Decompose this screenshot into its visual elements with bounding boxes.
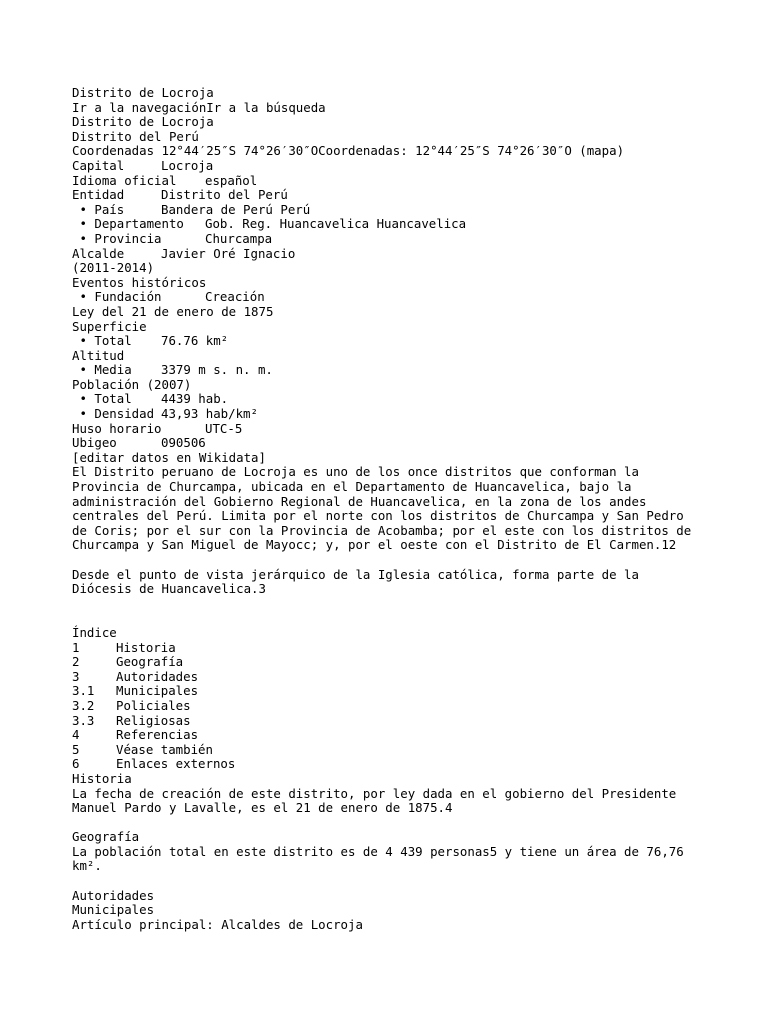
row-huso	[72, 422, 712, 437]
row-value[interactable]: Locroja	[161, 157, 214, 173]
toc-item[interactable]	[72, 684, 712, 699]
section-heading: Geografía	[72, 829, 140, 845]
subsection-heading: Municipales	[72, 902, 155, 918]
toc-number: 5	[72, 741, 80, 757]
row-label: • País	[72, 201, 125, 217]
text-line: Desde el punto de vista jerárquico de la Iglesia católica, forma parte de la	[72, 566, 639, 582]
row-value[interactable]: Churcampa	[205, 230, 273, 246]
row-value[interactable]: Bandera de Perú Perú	[161, 201, 311, 217]
church-paragraph	[72, 568, 712, 597]
infobox	[72, 115, 712, 465]
coordinates[interactable]: Coordenadas 12°44′25″S 74°26′30″OCoordenadas: 12°44′25″S 74°26′30″O (mapa)	[72, 143, 625, 159]
toc-item[interactable]	[72, 757, 712, 772]
toc-title: Índice	[72, 624, 117, 640]
row-label: • Departamento	[72, 216, 184, 232]
toc-label[interactable]: Municipales	[116, 683, 199, 699]
toc-number: 1	[72, 639, 80, 655]
row-value: 76.76 km²	[161, 333, 229, 349]
intro-paragraph	[72, 465, 712, 553]
toc-item[interactable]	[72, 743, 712, 758]
page-title: Distrito de Locroja	[72, 85, 214, 100]
text-line: km².	[72, 858, 102, 874]
document-body	[72, 86, 712, 932]
row-label: Ubigeo	[72, 435, 117, 451]
skip-nav-links[interactable]: Ir a la navegaciónIr a la búsqueda	[72, 99, 326, 115]
toc-item[interactable]	[72, 655, 712, 670]
text-line: Provincia de Churcampa, ubicada en el Departamento de Huancavelica, bajo la	[72, 479, 632, 495]
toc-label[interactable]: Autoridades	[116, 668, 199, 684]
row-pais	[72, 203, 712, 218]
poblacion-heading: Población (2007)	[72, 376, 192, 392]
altitud-heading: Altitud	[72, 347, 125, 363]
infobox-type: Distrito del Perú	[72, 128, 199, 144]
row-label: Capital	[72, 157, 125, 173]
toc-number: 4	[72, 727, 80, 743]
toc-label[interactable]: Enlaces externos	[116, 756, 236, 772]
row-departamento	[72, 217, 712, 232]
toc-label[interactable]: Referencias	[116, 727, 199, 743]
toc-item[interactable]	[72, 670, 712, 685]
spacer	[72, 816, 712, 831]
toc-label[interactable]: Véase también	[116, 741, 213, 757]
row-value: Javier Oré Ignacio	[161, 245, 296, 261]
row-label: • Provincia	[72, 230, 162, 246]
alcalde-period: (2011-2014)	[72, 260, 155, 276]
row-label: • Media	[72, 362, 132, 378]
toc-item[interactable]	[72, 728, 712, 743]
text-line: Diócesis de Huancavelica.3	[72, 581, 266, 597]
row-densidad	[72, 407, 712, 422]
toc-item[interactable]	[72, 714, 712, 729]
toc-label[interactable]: Historia	[116, 639, 176, 655]
toc-number: 3.1	[72, 683, 95, 699]
spacer	[72, 553, 712, 568]
row-value: Creación	[205, 289, 265, 305]
row-idioma	[72, 174, 712, 189]
row-poblacion-total	[72, 392, 712, 407]
row-label: • Densidad	[72, 406, 155, 422]
spacer	[72, 874, 712, 889]
toc-label[interactable]: Geografía	[116, 654, 184, 670]
toc-item[interactable]	[72, 699, 712, 714]
superficie-heading: Superficie	[72, 318, 147, 334]
spacer	[72, 597, 712, 626]
row-superficie-total	[72, 334, 712, 349]
section-heading: Historia	[72, 770, 132, 786]
toc-number: 3	[72, 668, 80, 684]
eventos-heading: Eventos históricos	[72, 274, 207, 290]
text-line: Manuel Pardo y Lavalle, es el 21 de enero de 1875.4	[72, 800, 453, 816]
row-label: Alcalde	[72, 245, 125, 261]
text-line: administración del Gobierno Regional de Huancavelica, en la zona de los andes	[72, 493, 647, 509]
row-alcalde	[72, 247, 712, 262]
text-line: centrales del Perú. Limita por el norte con los distritos de Churcampa y San Pedro	[72, 508, 684, 524]
table-of-contents	[72, 626, 712, 772]
text-line: El Distrito peruano de Locroja es uno de los once distritos que conforman la	[72, 464, 639, 480]
text-line: La fecha de creación de este distrito, por ley dada en el gobierno del Presidente	[72, 785, 677, 801]
row-value: 43,93 hab/km²	[161, 406, 258, 422]
row-label: • Total	[72, 391, 132, 407]
toc-item[interactable]	[72, 641, 712, 656]
toc-label[interactable]: Policiales	[116, 697, 191, 713]
text-line: de Coris; por el sur con la Provincia de Acobamba; por el este con los distritos de	[72, 522, 692, 538]
section-autoridades	[72, 889, 712, 933]
toc-number: 2	[72, 654, 80, 670]
toc-number: 6	[72, 756, 80, 772]
row-value[interactable]: UTC-5	[205, 420, 243, 436]
row-label: Idioma oficial	[72, 172, 177, 188]
text-line: La población total en este distrito es de 4 439 personas5 y tiene un área de 76,76	[72, 843, 684, 859]
text-line: Churcampa y San Miguel de Mayocc; y, por el oeste con el Distrito de El Carmen.12	[72, 537, 677, 553]
infobox-name: Distrito de Locroja	[72, 114, 214, 130]
row-label: • Fundación	[72, 289, 162, 305]
row-value[interactable]: Distrito del Perú	[161, 187, 288, 203]
row-value: 3379 m s. n. m.	[161, 362, 273, 378]
row-entidad	[72, 188, 712, 203]
row-label: Huso horario	[72, 420, 162, 436]
row-value[interactable]: Gob. Reg. Huancavelica Huancavelica	[205, 216, 467, 232]
row-label: • Total	[72, 333, 132, 349]
toc-number: 3.3	[72, 712, 95, 728]
section-geografia	[72, 830, 712, 874]
row-value[interactable]: español	[205, 172, 258, 188]
row-value: 090506	[161, 435, 206, 451]
toc-label[interactable]: Religiosas	[116, 712, 191, 728]
ley-line: Ley del 21 de enero de 1875	[72, 303, 274, 319]
edit-wikidata-link[interactable]: [editar datos en Wikidata]	[72, 449, 266, 465]
row-capital	[72, 159, 712, 174]
row-label: Entidad	[72, 187, 125, 203]
row-value: 4439 hab.	[161, 391, 229, 407]
row-media	[72, 363, 712, 378]
main-article-link[interactable]: Artículo principal: Alcaldes de Locroja	[72, 916, 363, 932]
toc-number: 3.2	[72, 697, 95, 713]
section-historia	[72, 772, 712, 816]
section-heading: Autoridades	[72, 887, 155, 903]
row-fundacion	[72, 290, 712, 305]
row-provincia	[72, 232, 712, 247]
row-ubigeo	[72, 436, 712, 451]
